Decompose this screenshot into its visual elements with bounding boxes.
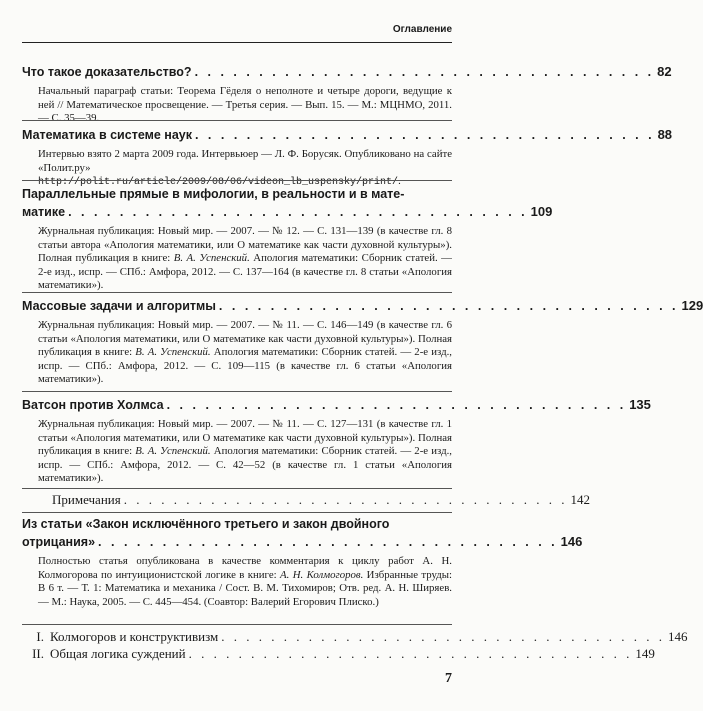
subentry-page: 149 (635, 646, 655, 661)
entry-page: 82 (657, 64, 672, 79)
entry-author: В. А. Успенский. (135, 445, 211, 458)
subentry-title: Общая логика суждений (50, 646, 186, 661)
entry-title-cont: отрицания» (22, 535, 96, 549)
subentry-number: I. (36, 629, 44, 644)
entry-title: Что такое доказательство? (22, 65, 192, 79)
divider (22, 624, 452, 625)
entry-page: 135 (629, 397, 651, 412)
subentry-number: II. (32, 646, 44, 661)
toc-entry[interactable] (22, 63, 672, 126)
running-header (22, 22, 452, 43)
leader-dots: . . . . . . . . . . . . . . . . . . . . . . . . . . . . . . . . . . . . (188, 646, 633, 661)
toc-entry[interactable] (22, 396, 651, 486)
entry-title: Ватсон против Холмса (22, 398, 164, 412)
entry-author: В. А. Успенский. (173, 252, 250, 265)
divider (22, 292, 452, 293)
toc-entry[interactable] (52, 491, 590, 508)
entry-title: Примечания (52, 492, 121, 507)
entry-author: А. Н. Колмогоров. (280, 568, 364, 581)
entry-page: 129 (681, 298, 703, 313)
leader-dots: . . . . . . . . . . . . . . . . . . . . . . . . . . . . . . . . . . . . (194, 128, 655, 142)
leader-dots: . . . . . . . . . . . . . . . . . . . . . . . . . . . . . . . . . . . . (68, 205, 528, 219)
leader-dots: . . . . . . . . . . . . . . . . . . . . . . . . . . . . . . . . . . . . (221, 629, 666, 644)
leader-dots: . . . . . . . . . . . . . . . . . . . . . . . . . . . . . . . . . . . . (123, 492, 568, 507)
toc-entry[interactable] (22, 186, 553, 293)
entry-description: Полностью статья опубликована в качестве комментария к циклу работ А. Н. Колмогорова по интуиционистской логике в книге: А. Н. Колмогоров. Избранные труды: В 6 т. — Т. 1: Математика и механика / Сост. В. М. Тихомиров; Отв. ред. А. Н. Ширяев. — М.: Наука, 2005. — С. 445—454. (Соавтор: Валерий Егорович Плиско.) (38, 555, 452, 608)
subentry-page: 146 (668, 629, 688, 644)
toc-entry[interactable] (22, 516, 583, 609)
divider (22, 488, 452, 489)
entry-description: Интервью взято 2 марта 2009 года. Интервьюер — Л. Ф. Борусяк. Опубликовано на сайте «Полит.ру» http://polit.ru/article/2009/08/06/videon_lb_uspensky/print/. (38, 148, 452, 189)
entry-description: Начальный параграф статьи: Теорема Гёделя о неполноте и четыре дороги, ведущие к ней // Математическое просвещение. — Третья серия. — Вып. 15. — М.: МЦНМО, 2011. — С. 35—39. (38, 85, 452, 125)
entry-page: 142 (570, 492, 590, 507)
leader-dots: . . . . . . . . . . . . . . . . . . . . . . . . . . . . . . . . . . . . (194, 65, 655, 79)
toc-subentry[interactable] (22, 628, 688, 645)
entry-url: http://polit.ru/article/2009/08/06/videon_lb_uspensky/print/ (38, 177, 399, 189)
divider (22, 180, 452, 181)
entry-title: Из статьи «Закон исключённого третьего и закон двойного (22, 517, 390, 531)
leader-dots: . . . . . . . . . . . . . . . . . . . . . . . . . . . . . . . . . . . . (218, 299, 679, 313)
entry-title: Параллельные прямые в мифологии, в реальности и в мате- (22, 187, 405, 201)
header-title: Оглавление (392, 24, 452, 35)
entry-title: Массовые задачи и алгоритмы (22, 299, 216, 313)
subentry-title: Колмогоров и конструктивизм (50, 629, 219, 644)
divider (22, 512, 452, 513)
leader-dots: . . . . . . . . . . . . . . . . . . . . . . . . . . . . . . . . . . . . (98, 535, 558, 549)
entry-author: В. А. Успенский. (135, 346, 211, 359)
entry-page: 109 (530, 204, 553, 219)
entry-description: Журнальная публикация: Новый мир. — 2007. — № 11. — С. 127—131 (в качестве гл. 1 статьи «Апология математики, или О математике как части духовной культуры»). Полная публикация в книге: В. А. Успенский. Апология математики: Сборник статей. — 2-е изд., испр. — СПб.: Амфора, 2012. — С. 42—52 (в качестве гл. 1 статьи «Апология математики»). (38, 418, 452, 485)
leader-dots: . . . . . . . . . . . . . . . . . . . . . . . . . . . . . . . . . . . . (166, 398, 627, 412)
entry-page: 146 (560, 534, 583, 549)
toc-subentry[interactable] (22, 645, 655, 662)
entry-page: 88 (657, 127, 673, 142)
toc-entry[interactable] (22, 297, 703, 387)
divider (22, 120, 452, 121)
entry-description: Журнальная публикация: Новый мир. — 2007. — № 11. — С. 146—149 (в качестве гл. 6 статьи «Апология математики, или О математике как части духовной культуры»). Полная публикация в книге: В. А. Успенский. Апология математики: Сборник статей. — 2-е изд., испр. — СПб.: Амфора, 2012. — С. 109—115 (в качестве гл. 6 статьи «Апология математики»). (38, 319, 452, 386)
entry-title-cont: матике (22, 205, 66, 219)
divider (22, 391, 452, 392)
page-number: 7 (445, 671, 452, 686)
entry-description: Журнальная публикация: Новый мир. — 2007. — № 12. — С. 131—139 (в качестве гл. 8 статьи автора «Апология математики, или О математике как части духовной культуры»). Полная публикация в книге: В. А. Успенский. Апология математики: Сборник статей. — 2-е изд., испр. — СПб.: Амфора, 2012. — С. 137—164 (в качестве гл. 8 статьи «Апология математики»). (38, 225, 452, 292)
entry-title: Математика в системе наук (22, 128, 192, 142)
